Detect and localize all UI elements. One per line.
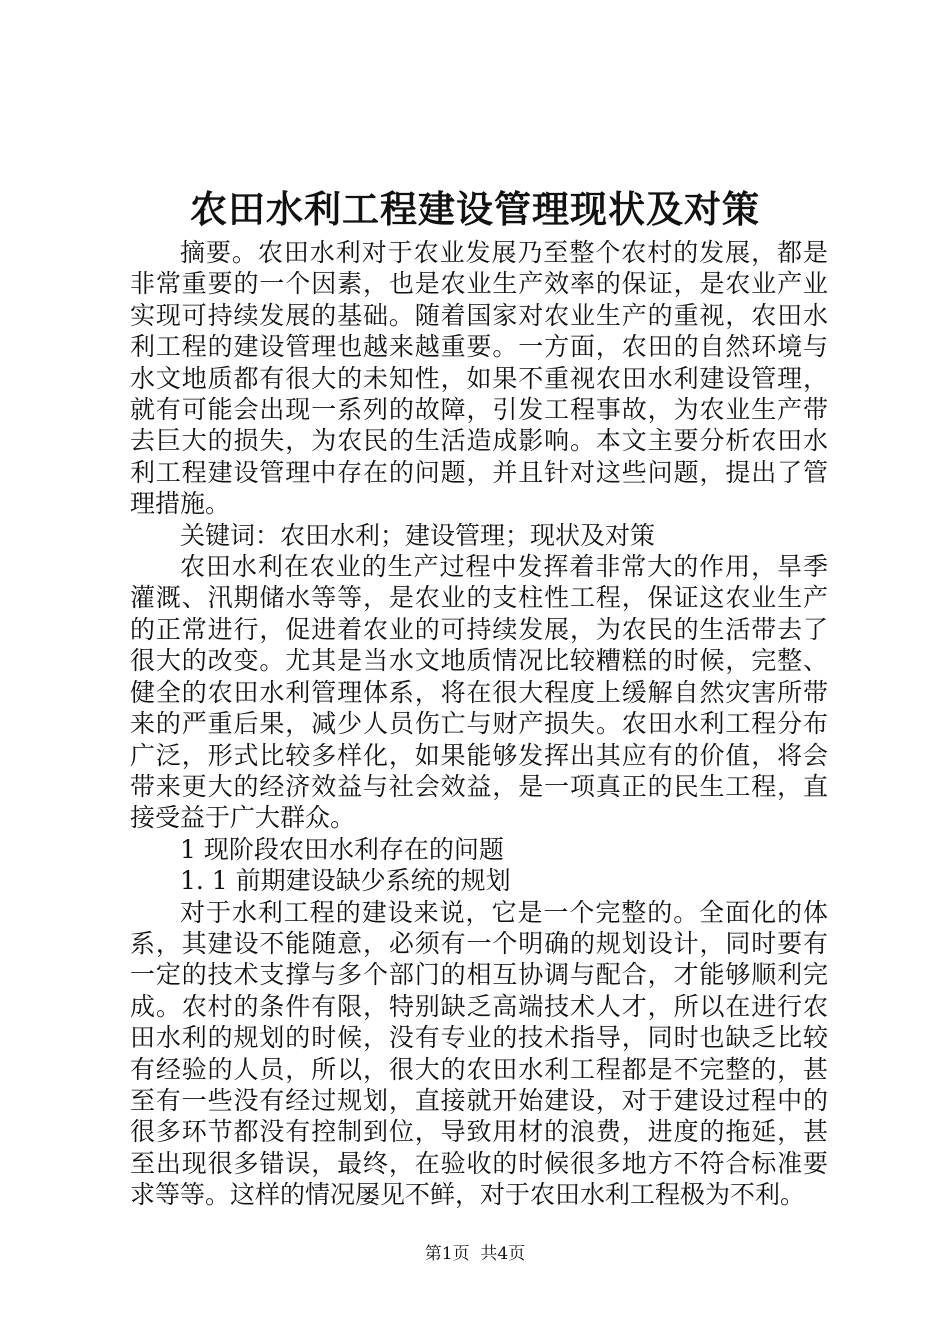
document-body	[130, 237, 828, 1211]
body-paragraph: 对于水利工程的建设来说，它是一个完整的。全面化的体系，其建设不能随意，必须有一个明确的规划设计，同时要有一定的技术支撑与多个部门的相互协调与配合，才能够顺利完成。农村的条件有限，特别缺乏高端技术人才，所以在进行农田水利的规划的时候，没有专业的技术指导，同时也缺乏比较有经验的人员，所以，很大的农田水利工程都是不完整的，甚至有一些没有经过规划，直接就开始建设，对于建设过程中的很多环节都没有控制到位，导致用材的浪费，进度的拖延，甚至出现很多错误，最终，在验收的时候很多地方不符合标准要求等等。这样的情况屡见不鲜，对于农田水利工程极为不利。	[130, 897, 828, 1210]
document-title: 农田水利工程建设管理现状及对策	[190, 187, 760, 231]
section-heading: 1 现阶段农田水利存在的问题	[180, 834, 504, 864]
subsection-heading: 1. 1 前期建设缺少系统的规划	[180, 866, 511, 896]
keywords-line: 关键词：农田水利；建设管理；现状及对策	[180, 520, 656, 550]
page-number-footer: 第1页 共4页	[424, 1244, 526, 1264]
abstract-paragraph: 摘要。农田水利对于农业发展乃至整个农村的发展，都是非常重要的一个因素，也是农业生产效率的保证，是农业产业实现可持续发展的基础。随着国家对农业生产的重视，农田水利工程的建设管理也越来越重要。一方面，农田的自然环境与水文地质都有很大的未知性，如果不重视农田水利建设管理，就有可能会出现一系列的故障，引发工程事故，为农业生产带去巨大的损失，为农民的生活造成影响。本文主要分析农田水利工程建设管理中存在的问题，并且针对这些问题，提出了管理措施。	[130, 238, 828, 519]
intro-paragraph: 农田水利在农业的生产过程中发挥着非常大的作用，旱季灌溉、汛期储水等等，是农业的支柱性工程，保证这农业生产的正常进行，促进着农业的可持续发展，为农民的生活带去了很大的改变。尤其是当水文地质情况比较糟糕的时候，完整、健全的农田水利管理体系，将在很大程度上缓解自然灾害所带来的严重后果，减少人员伤亡与财产损失。农田水利工程分布广泛，形式比较多样化，如果能够发挥出其应有的价值，将会带来更大的经济效益与社会效益，是一项真正的民生工程，直接受益于广大群众。	[130, 552, 828, 833]
